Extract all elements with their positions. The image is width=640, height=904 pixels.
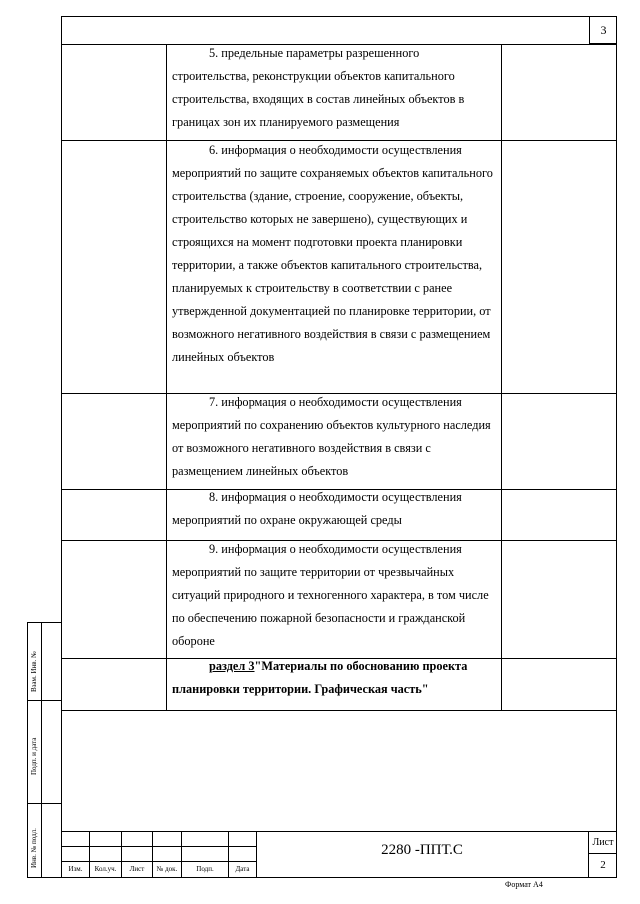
format-label: Формат А4 — [505, 880, 543, 889]
side-label-podp: Подп. и дата — [30, 737, 38, 775]
page-number: 3 — [589, 16, 617, 44]
row-lead-text: 6. информация о необходимости осуществления — [209, 143, 462, 157]
stamp-col-koluch: Кол.уч. — [94, 865, 117, 873]
side-stamp-outer-line — [27, 622, 28, 878]
side-label-vzam: Взам. Инв. № — [30, 651, 38, 692]
sheet-label: Лист — [592, 837, 614, 848]
stamp-col-ndok: № док. — [156, 865, 178, 873]
sheet-number: 2 — [600, 859, 606, 871]
table-row — [172, 486, 502, 532]
row-lead-text: 5. предельные параметры разрешенного — [209, 46, 420, 60]
row-body-text: мероприятий по защите сохраняемых объектов капитального строительства (здание, строение, сооружение, объекты, строительство которых не завершено), существующих и строящихся на момент подготовки проекта планировки территории, а также объектов капитального строительства, планируемых к строительству в соответствии с ранее утвержденной документацией по планировке территории, от возможного негативного воздействия в связи с размещением линейных объектов — [172, 166, 493, 364]
side-stamp-inner-line — [41, 622, 42, 878]
row-body-text: строительства, реконструкции объектов капитального строительства, входящих в состав линейных объектов в границах зон их планируемого размещения — [172, 69, 465, 129]
document-code: 2280 -ППТ.С — [381, 842, 463, 858]
table-row — [172, 538, 502, 653]
row-body-text: мероприятий по охране окружающей среды — [172, 513, 402, 527]
row-body-text: мероприятий по защите территории от чрезвычайных ситуаций природного и техногенного характера, в том числе по обеспечению пожарной безопасности и гражданской обороне — [172, 565, 489, 648]
table-row — [172, 42, 502, 134]
side-stamp-line — [27, 877, 61, 878]
side-stamp-line — [27, 622, 61, 623]
table-row — [172, 139, 502, 369]
row-lead-text: 7. информация о необходимости осуществления — [209, 395, 462, 409]
table-col-line-1 — [166, 44, 167, 710]
section-link[interactable]: раздел 3 — [209, 659, 255, 673]
stamp-col-data: Дата — [235, 865, 250, 873]
section-row — [172, 655, 502, 701]
row-body-text: мероприятий по сохранению объектов культурного наследия от возможного негативного воздействия в связи с размещением линейных объектов — [172, 418, 491, 478]
stamp-top-line — [61, 831, 617, 832]
row-lead-text: 8. информация о необходимости осуществления — [209, 490, 462, 504]
table-row — [172, 391, 502, 483]
stamp-col-list: Лист — [129, 865, 145, 873]
table-bottom-line — [61, 710, 617, 711]
side-label-inv: Инв. № подл. — [30, 828, 38, 868]
stamp-row-line — [61, 846, 256, 847]
stamp-col-izm: Изм. — [68, 865, 83, 873]
stamp-row-line — [61, 861, 256, 862]
side-stamp-line — [27, 803, 61, 804]
section-title: "Материалы по обоснованию проекта планировки территории. Графическая часть" — [172, 659, 468, 696]
stamp-sheet-line — [588, 853, 617, 854]
side-stamp-line — [27, 700, 61, 701]
row-lead-text: 9. информация о необходимости осуществления — [209, 542, 462, 556]
stamp-col-podp: Подп. — [196, 865, 214, 873]
